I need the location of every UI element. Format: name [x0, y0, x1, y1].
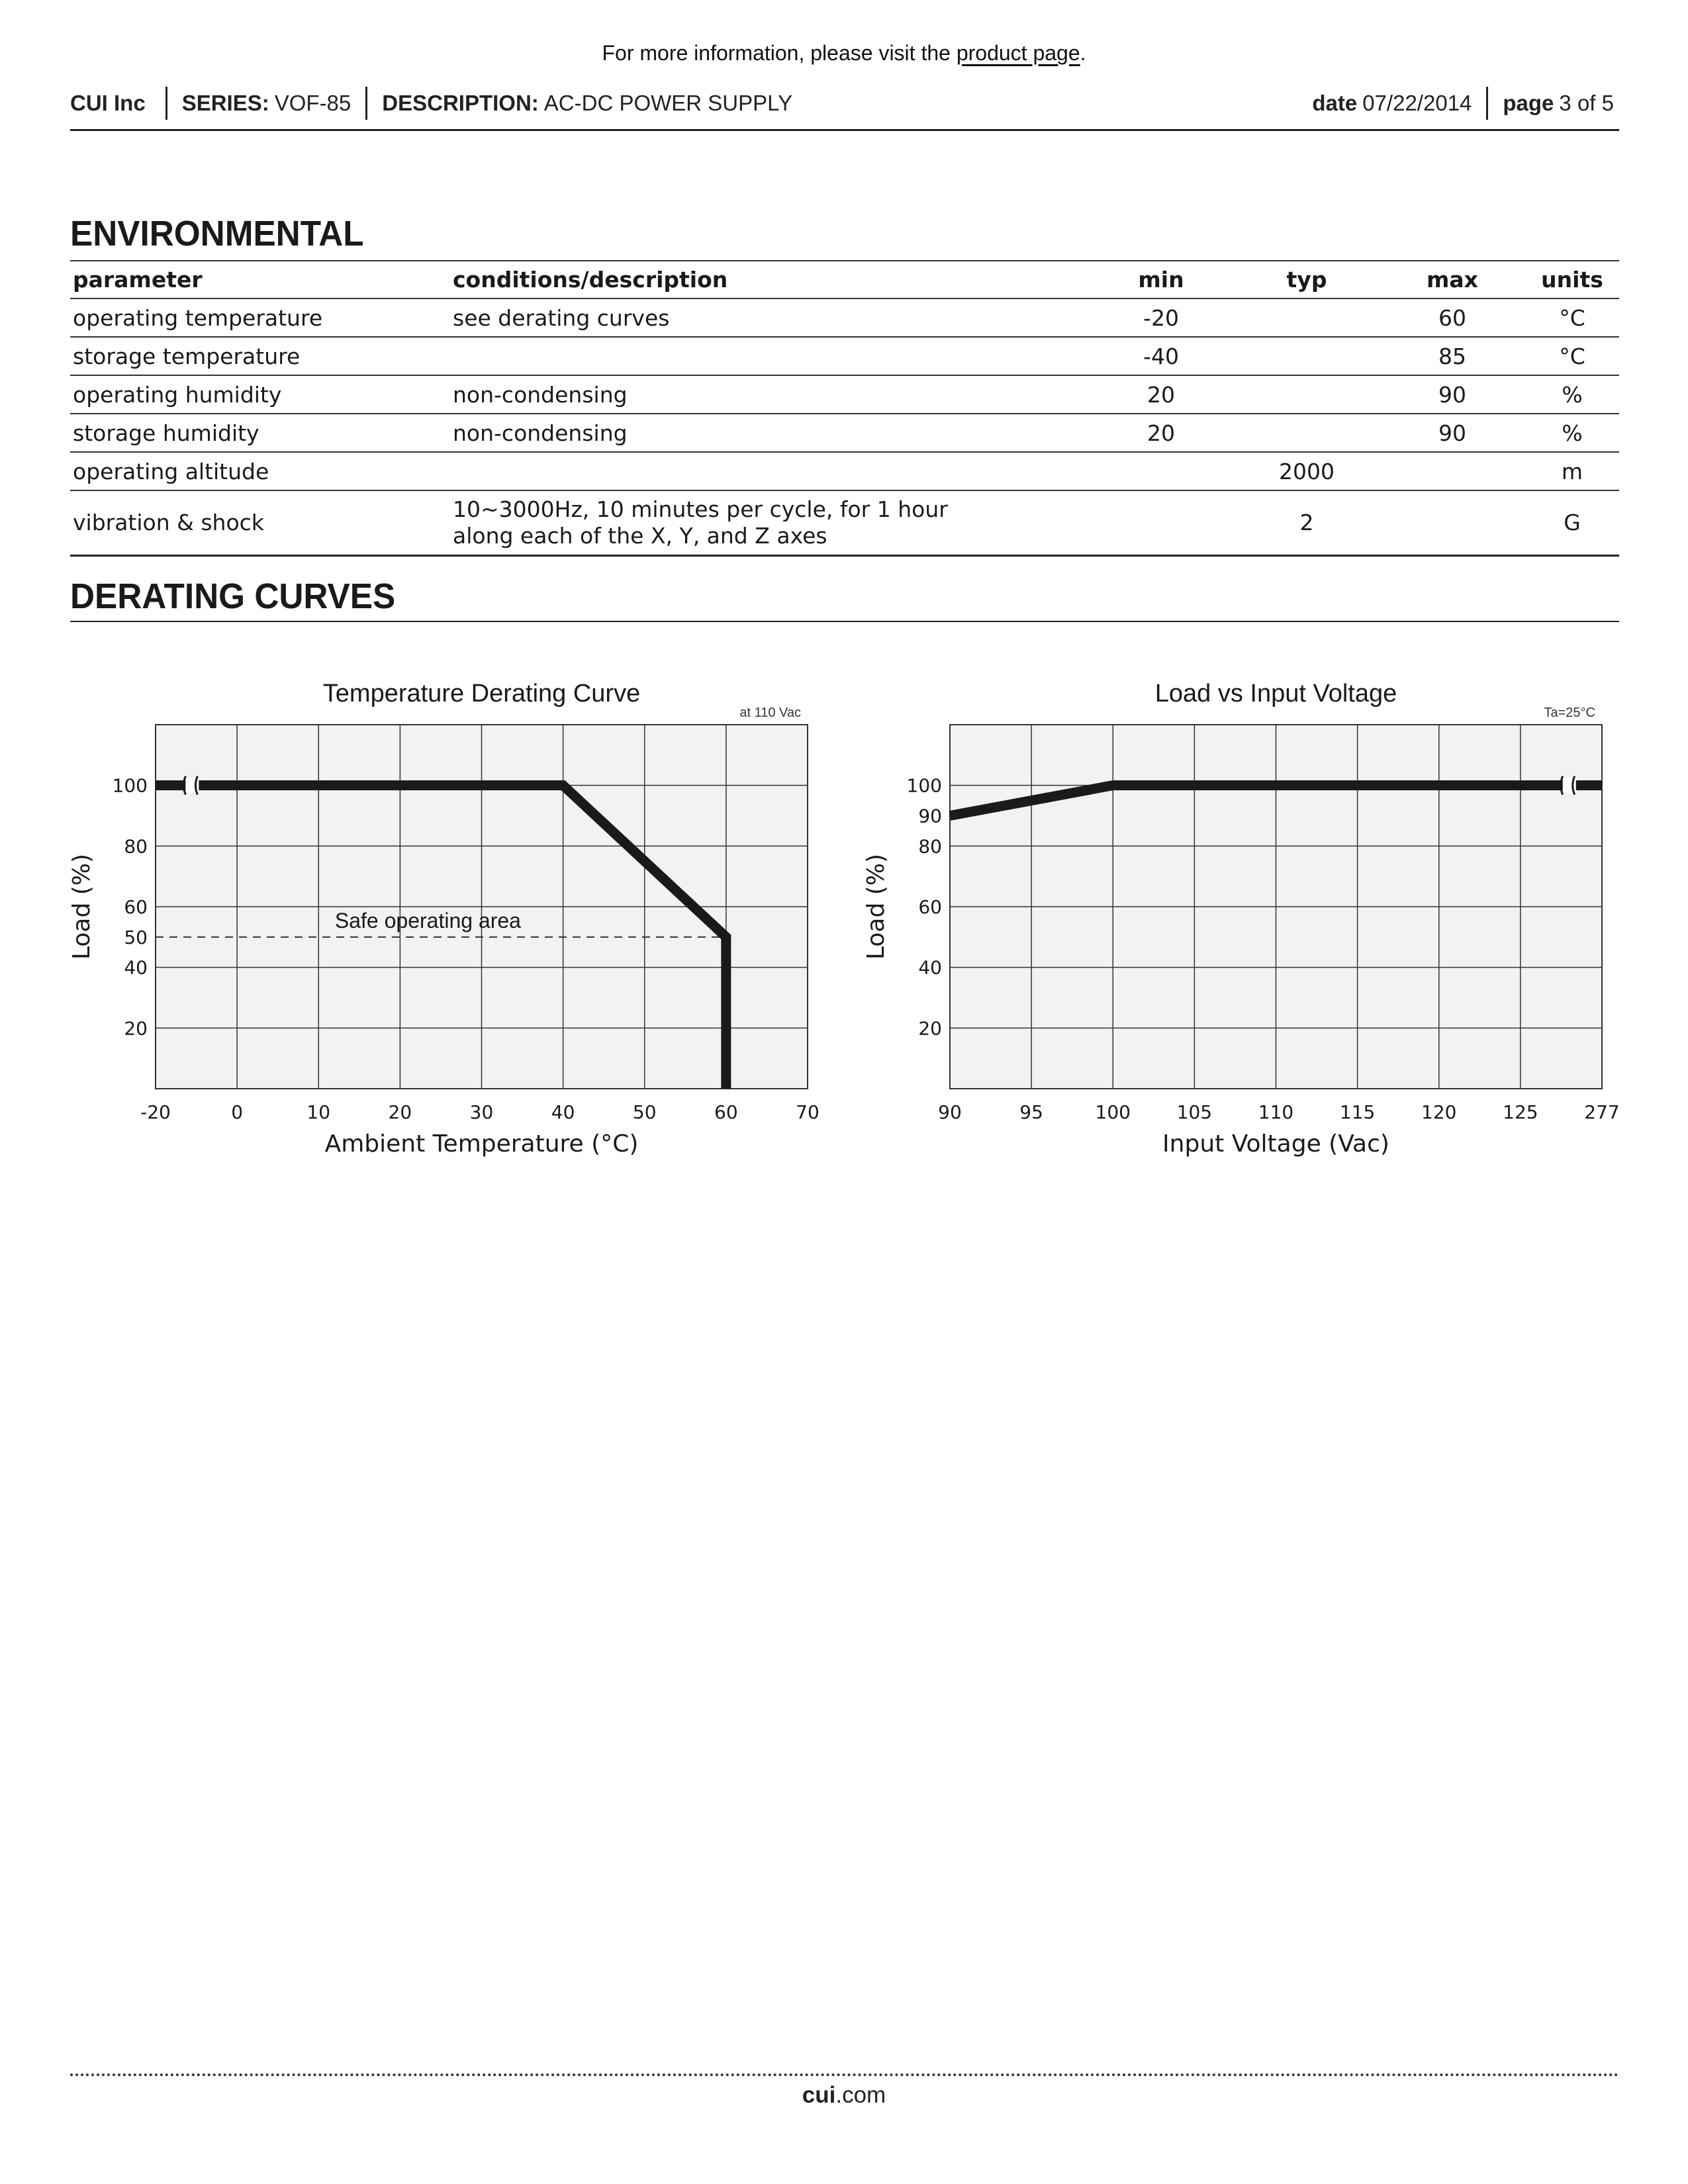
data-point: [1602, 785, 1603, 786]
y-tick-label: 90: [918, 805, 942, 827]
col-conditions: conditions/description: [450, 261, 1088, 298]
temperature-derating-svg: [66, 662, 827, 1178]
x-axis-label: Ambient Temperature (°C): [324, 1130, 639, 1158]
col-units: units: [1525, 261, 1619, 298]
cell-typ: [1234, 375, 1380, 414]
derating-rule: [70, 621, 1619, 622]
cell-parameter: operating altitude: [70, 452, 450, 490]
x-tick-label: 40: [551, 1101, 575, 1123]
header-description: [367, 87, 807, 120]
page-header: [70, 85, 1619, 122]
col-min: min: [1088, 261, 1234, 298]
cell-conditions: [450, 452, 1088, 490]
y-tick-label: 80: [918, 835, 942, 858]
cell-min: 20: [1088, 375, 1234, 414]
chart-title: Load vs Input Voltage: [1154, 680, 1397, 707]
chart-subtitle: at 110 Vac: [739, 705, 801, 720]
x-tick-label: 30: [469, 1101, 494, 1123]
date-label: date: [1312, 91, 1358, 115]
table-row: [70, 375, 1619, 414]
cell-units: %: [1525, 375, 1619, 414]
cell-conditions: [450, 490, 1088, 556]
y-tick-label: 60: [124, 896, 148, 918]
cell-units: m: [1525, 452, 1619, 490]
cell-max: 85: [1380, 337, 1525, 375]
cell-conditions: see derating curves: [450, 298, 1088, 337]
derating-title: DERATING CURVES: [70, 576, 396, 616]
description-label: DESCRIPTION:: [382, 91, 539, 115]
cell-min: [1088, 452, 1234, 490]
annotation-label: Safe operating area: [334, 908, 521, 933]
temperature-derating-chart: [66, 662, 827, 1178]
y-tick-label: 80: [124, 835, 148, 858]
x-tick-label: 60: [714, 1101, 738, 1123]
cell-max: [1380, 452, 1525, 490]
x-tick-label: 277: [1584, 1101, 1620, 1123]
x-tick-label: -20: [140, 1101, 171, 1123]
cell-units: G: [1525, 490, 1619, 556]
date-value: 07/22/2014: [1362, 91, 1472, 115]
y-axis-label: Load (%): [863, 853, 890, 960]
info-note-end: .: [1080, 41, 1086, 65]
header-company: [70, 87, 167, 120]
cell-conditions-line2: along each of the X, Y, and Z axes: [453, 523, 827, 549]
cell-conditions: [450, 337, 1088, 375]
col-max: max: [1380, 261, 1525, 298]
header-date: [1297, 87, 1488, 120]
cell-min: 20: [1088, 414, 1234, 452]
company-name: CUI Inc: [70, 91, 146, 115]
table-row: [70, 414, 1619, 452]
y-tick-label: 20: [124, 1017, 148, 1040]
cell-parameter: operating temperature: [70, 298, 450, 337]
x-tick-label: 95: [1019, 1101, 1043, 1123]
cell-conditions: non-condensing: [450, 375, 1088, 414]
cell-units: %: [1525, 414, 1619, 452]
cell-parameter: storage humidity: [70, 414, 450, 452]
cell-max: 60: [1380, 298, 1525, 337]
x-tick-label: 120: [1421, 1101, 1457, 1123]
cell-min: -20: [1088, 298, 1234, 337]
page-label: page: [1503, 91, 1554, 115]
cell-conditions: non-condensing: [450, 414, 1088, 452]
chart-subtitle: Ta=25°C: [1544, 705, 1595, 720]
environmental-title: ENVIRONMENTAL: [70, 214, 364, 253]
cell-typ: [1234, 337, 1380, 375]
cell-typ: [1234, 414, 1380, 452]
footer: [0, 2082, 1688, 2109]
cell-max: 90: [1380, 414, 1525, 452]
cell-min: -40: [1088, 337, 1234, 375]
cell-parameter: storage temperature: [70, 337, 450, 375]
x-tick-label: 10: [306, 1101, 331, 1123]
series-label: SERIES:: [181, 91, 269, 115]
cell-max: [1380, 490, 1525, 556]
y-axis-label: Load (%): [68, 853, 95, 960]
x-tick-label: 115: [1339, 1101, 1376, 1123]
load-vs-voltage-svg: [861, 662, 1622, 1178]
cell-typ: [1234, 298, 1380, 337]
environmental-table: [70, 260, 1619, 557]
table-row: [70, 452, 1619, 490]
x-tick-label: 90: [938, 1101, 962, 1123]
data-point: [950, 815, 951, 816]
y-tick-label: 40: [124, 956, 148, 979]
x-tick-label: 70: [796, 1101, 820, 1123]
table-row: [70, 298, 1619, 337]
y-tick-label: 50: [124, 926, 148, 948]
x-tick-label: 105: [1176, 1101, 1213, 1123]
cell-units: °C: [1525, 298, 1619, 337]
table-row: [70, 490, 1619, 556]
table-header-row: [70, 261, 1619, 298]
header-series: [167, 87, 368, 120]
y-tick-label: 60: [918, 896, 942, 918]
y-tick-label: 100: [906, 774, 942, 797]
header-rule: [70, 129, 1619, 131]
header-page: [1488, 87, 1619, 120]
x-tick-label: 100: [1095, 1101, 1131, 1123]
y-tick-label: 40: [918, 956, 942, 979]
series-value: VOF-85: [274, 91, 352, 115]
cell-conditions-line1: 10~3000Hz, 10 minutes per cycle, for 1 hour: [453, 496, 948, 522]
y-tick-label: 100: [112, 774, 148, 797]
x-tick-label: 50: [632, 1101, 657, 1123]
product-page-link[interactable]: product page: [956, 41, 1080, 65]
cell-typ: 2: [1234, 490, 1380, 556]
table-row: [70, 337, 1619, 375]
x-axis-label: Input Voltage (Vac): [1162, 1130, 1389, 1158]
cell-min: [1088, 490, 1234, 556]
description-value: AC-DC POWER SUPPLY: [543, 91, 793, 115]
x-tick-label: 20: [388, 1101, 412, 1123]
footer-domain: .com: [835, 2082, 886, 2108]
cell-typ: 2000: [1234, 452, 1380, 490]
col-parameter: parameter: [70, 261, 450, 298]
cell-max: 90: [1380, 375, 1525, 414]
footer-divider: [70, 2073, 1619, 2076]
cell-parameter: operating humidity: [70, 375, 450, 414]
x-tick-label: 110: [1258, 1101, 1294, 1123]
page-value: 3 of 5: [1559, 91, 1614, 115]
load-vs-voltage-chart: [861, 662, 1622, 1178]
info-note: [0, 41, 1688, 66]
footer-brand: cui: [802, 2082, 836, 2108]
chart-title: Temperature Derating Curve: [322, 680, 641, 707]
info-note-text: For more information, please visit the: [602, 41, 951, 65]
col-typ: typ: [1234, 261, 1380, 298]
x-tick-label: 125: [1503, 1101, 1538, 1123]
cell-units: °C: [1525, 337, 1619, 375]
x-tick-label: 0: [231, 1101, 244, 1123]
y-tick-label: 20: [918, 1017, 942, 1040]
cell-parameter: vibration & shock: [70, 490, 450, 556]
